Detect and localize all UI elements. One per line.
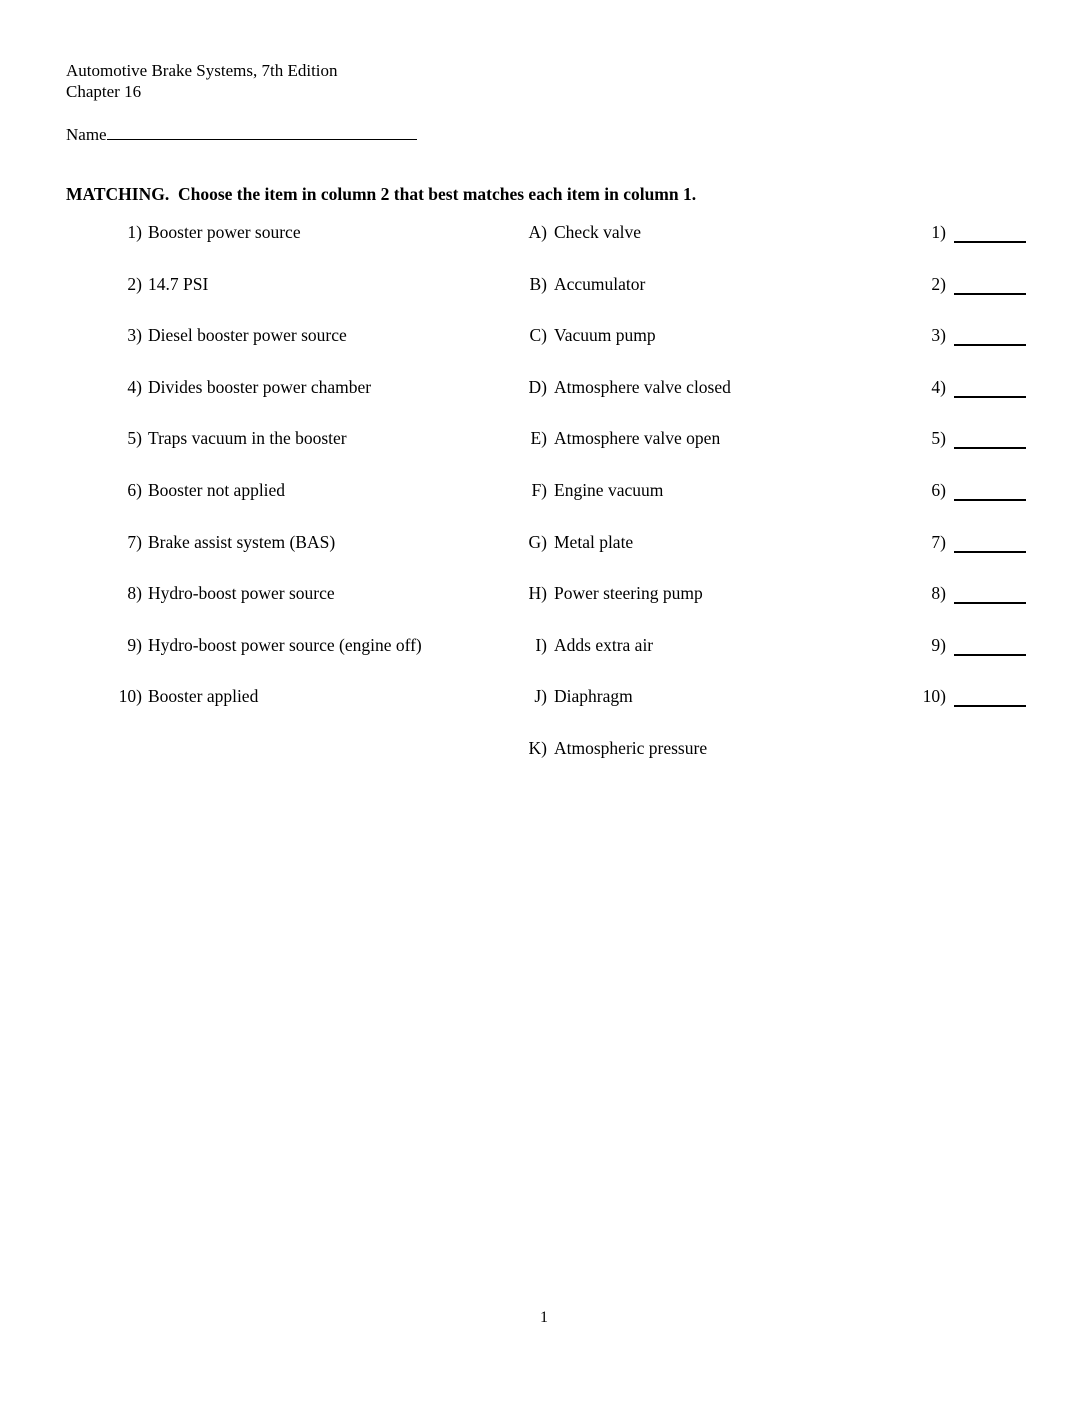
column1-item: [66, 375, 521, 399]
column1-item: [66, 633, 521, 657]
answer-item: [900, 426, 1026, 450]
answer-item: [900, 220, 1026, 244]
answer-blank[interactable]: [954, 478, 1026, 501]
item-number: 7): [127, 531, 142, 552]
option-text: Atmosphere valve closed: [554, 376, 731, 397]
item-number: 4): [127, 376, 142, 397]
option-letter: H): [528, 583, 547, 604]
item-number: 8): [127, 583, 142, 604]
option-text: Accumulator: [554, 273, 646, 294]
answer-blank[interactable]: [954, 426, 1026, 449]
matching-row: [66, 736, 1026, 788]
column1-item: [66, 478, 521, 502]
name-row: [66, 121, 417, 147]
answer-blank[interactable]: [954, 581, 1026, 604]
column1-item: [66, 684, 521, 708]
answer-number: 2): [931, 273, 946, 294]
column1-item: [66, 426, 521, 450]
item-text: Booster not applied: [148, 479, 286, 500]
column2-item: [521, 220, 861, 244]
option-text: Atmosphere valve open: [554, 428, 721, 449]
option-text: Power steering pump: [554, 583, 703, 604]
answer-number: 9): [931, 634, 946, 655]
answer-blank[interactable]: [954, 272, 1026, 295]
item-text: 14.7 PSI: [148, 273, 209, 294]
option-letter: F): [531, 479, 547, 500]
item-text: Hydro-boost power source (engine off): [148, 634, 422, 655]
item-text: Traps vacuum in the booster: [148, 428, 347, 449]
option-letter: A): [528, 222, 547, 242]
answer-blank[interactable]: [954, 684, 1026, 707]
option-text: Engine vacuum: [554, 479, 664, 500]
column2-item: [521, 530, 861, 554]
option-text: Vacuum pump: [554, 325, 656, 346]
answer-blank[interactable]: [954, 375, 1026, 398]
answer-blank[interactable]: [954, 633, 1026, 656]
name-underline[interactable]: [107, 121, 417, 140]
option-letter: G): [528, 531, 547, 552]
column2-item: [521, 426, 861, 450]
item-number: 9): [127, 634, 142, 655]
option-letter: E): [530, 428, 547, 449]
answer-number: 4): [931, 376, 946, 397]
column2-item: [521, 633, 861, 657]
item-number: 6): [127, 479, 142, 500]
option-letter: I): [535, 634, 547, 655]
answer-item: [900, 530, 1026, 554]
doc-chapter: Chapter 16: [66, 81, 142, 101]
matching-table: [66, 220, 1026, 788]
matching-row: [66, 684, 1026, 736]
answer-item: [900, 684, 1026, 708]
column2-item: [521, 375, 861, 399]
item-text: Brake assist system (BAS): [148, 531, 336, 552]
page-number: 1: [540, 1309, 548, 1326]
item-number: 3): [127, 325, 142, 346]
answer-number: 7): [931, 531, 946, 552]
item-number: 5): [127, 428, 142, 449]
option-text: Diaphragm: [554, 686, 633, 707]
answer-blank[interactable]: [954, 323, 1026, 346]
option-letter: B): [529, 273, 547, 294]
answer-item: [900, 272, 1026, 296]
column2-item: [521, 272, 861, 296]
doc-header: [66, 61, 338, 102]
matching-row: [66, 478, 1026, 530]
name-label: Name: [66, 125, 107, 144]
option-text: Atmospheric pressure: [554, 737, 708, 758]
option-letter: D): [528, 376, 547, 397]
option-letter: C): [529, 325, 547, 346]
answer-blank[interactable]: [954, 220, 1026, 243]
matching-row: [66, 220, 1026, 272]
answer-number: 3): [931, 325, 946, 346]
item-text: Booster power source: [148, 222, 301, 242]
option-text: Metal plate: [554, 531, 634, 552]
item-text: Divides booster power chamber: [148, 376, 372, 397]
matching-row: [66, 375, 1026, 427]
item-text: Booster applied: [148, 686, 259, 707]
matching-instruction: MATCHING. Choose the item in column 2 that best matches each item in column 1.: [66, 184, 697, 204]
item-text: Diesel booster power source: [148, 325, 347, 346]
column2-item: [521, 581, 861, 605]
answer-item: [900, 581, 1026, 605]
item-number: 10): [118, 686, 142, 707]
matching-row: [66, 530, 1026, 582]
answer-number: 1): [931, 222, 946, 242]
column1-item: [66, 581, 521, 605]
column2-item: [521, 736, 861, 760]
item-number: 2): [127, 273, 142, 294]
answer-blank[interactable]: [954, 530, 1026, 553]
column1-item: [66, 323, 521, 347]
answer-number: 5): [931, 428, 946, 449]
column2-item: [521, 684, 861, 708]
matching-row: [66, 272, 1026, 324]
answer-item: [900, 478, 1026, 502]
answer-item: [900, 375, 1026, 399]
column2-item: [521, 478, 861, 502]
column1-item: [66, 272, 521, 296]
item-text: Hydro-boost power source: [148, 583, 335, 604]
option-text: Adds extra air: [554, 634, 654, 655]
answer-number: 8): [931, 583, 946, 604]
answer-item: [900, 633, 1026, 657]
column1-item: [66, 220, 521, 244]
doc-title: Automotive Brake Systems, 7th Edition: [66, 61, 338, 80]
option-text: Check valve: [554, 222, 641, 242]
matching-row: [66, 633, 1026, 685]
matching-row: [66, 426, 1026, 478]
answer-number: 6): [931, 479, 946, 500]
matching-row: [66, 323, 1026, 375]
matching-row: [66, 581, 1026, 633]
column2-item: [521, 323, 861, 347]
answer-number: 10): [922, 686, 946, 707]
option-letter: J): [534, 686, 547, 707]
answer-item: [900, 323, 1026, 347]
column1-item: [66, 530, 521, 554]
option-letter: K): [528, 737, 547, 758]
item-number: 1): [127, 222, 142, 242]
